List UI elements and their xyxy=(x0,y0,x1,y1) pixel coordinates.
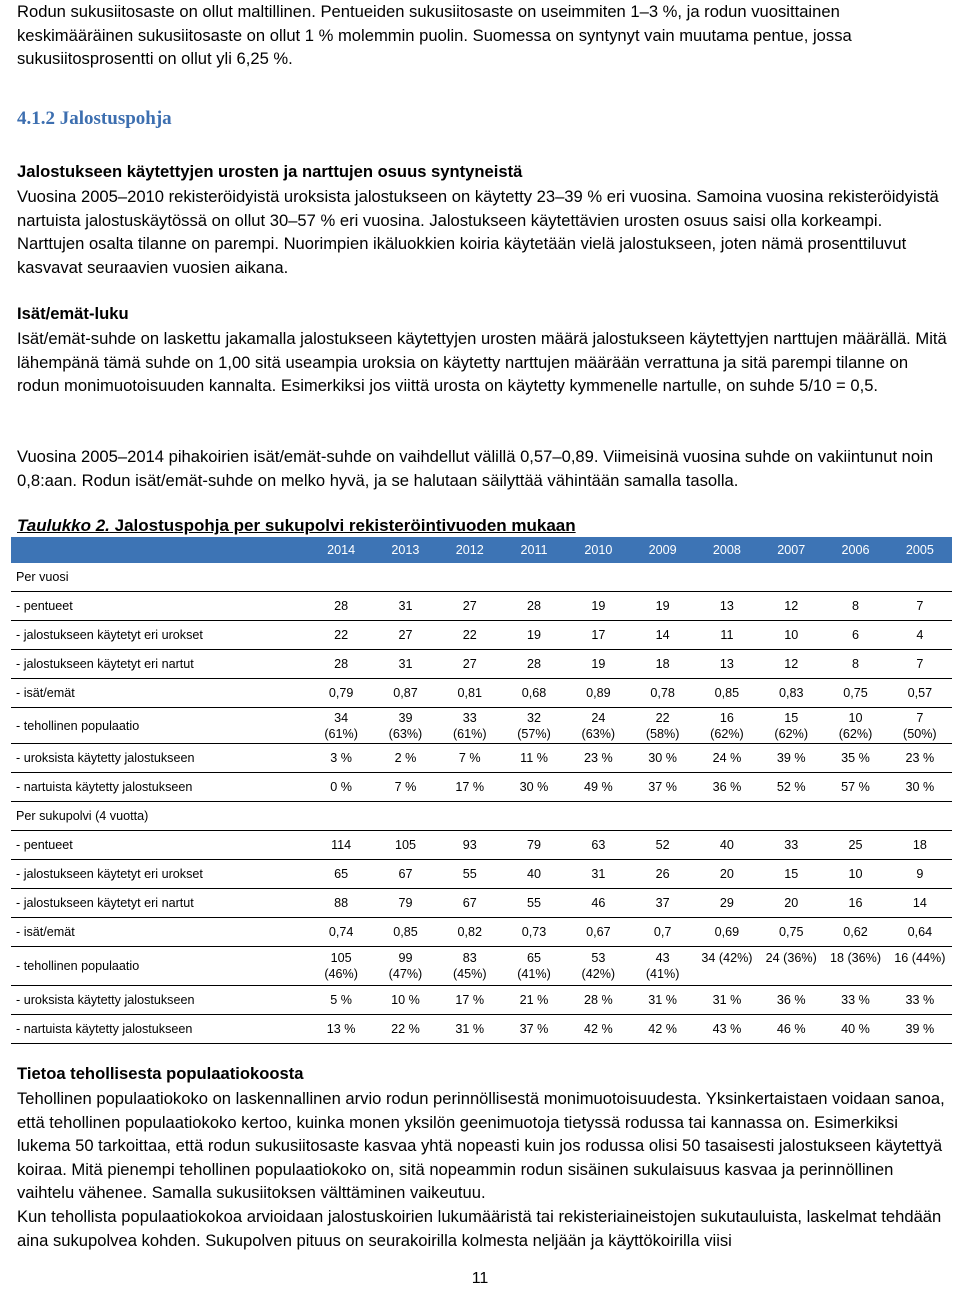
table-cell: 55 xyxy=(502,889,566,918)
table-cell xyxy=(759,802,823,831)
section-label: Per vuosi xyxy=(11,563,309,592)
table-cell xyxy=(888,563,952,592)
table-cell: 52 xyxy=(630,831,694,860)
table-cell: 20 xyxy=(695,860,759,889)
table-cell: 28 xyxy=(309,650,373,679)
table-cell: 0,79 xyxy=(309,679,373,708)
table-cell: 34 (61%) xyxy=(309,708,373,744)
table-cell: 0,85 xyxy=(373,918,437,947)
table-cell: 88 xyxy=(309,889,373,918)
table-cell: 0,82 xyxy=(438,918,502,947)
table-cell: 35 % xyxy=(823,744,887,773)
table-cell xyxy=(888,802,952,831)
row-label: - pentueet xyxy=(11,592,309,621)
table-cell xyxy=(566,802,630,831)
table-cell: 25 xyxy=(823,831,887,860)
table-cell xyxy=(373,802,437,831)
table-cell: 15 (62%) xyxy=(759,708,823,744)
table-cell: 30 % xyxy=(502,773,566,802)
table-cell: 22 (58%) xyxy=(630,708,694,744)
table-cell: 67 xyxy=(373,860,437,889)
table-cell: 0 % xyxy=(309,773,373,802)
table-cell: 34 (42%) xyxy=(695,947,759,986)
year-header: 2005 xyxy=(888,537,952,563)
table-cell: 13 % xyxy=(309,1015,373,1044)
table-cell: 23 % xyxy=(888,744,952,773)
table-cell: 40 xyxy=(502,860,566,889)
table-row xyxy=(11,744,952,773)
table-cell: 42 % xyxy=(566,1015,630,1044)
table-cell: 33 % xyxy=(888,986,952,1015)
table-cell: 14 xyxy=(630,621,694,650)
table-cell: 0,62 xyxy=(823,918,887,947)
row-label: - nartuista käytetty jalostukseen xyxy=(11,1015,309,1044)
year-header: 2012 xyxy=(438,537,502,563)
table-cell xyxy=(502,563,566,592)
table-cell: 46 xyxy=(566,889,630,918)
table-cell xyxy=(630,802,694,831)
table-cell: 0,89 xyxy=(566,679,630,708)
row-label: - tehollinen populaatio xyxy=(11,947,309,986)
row-label: - isät/emät xyxy=(11,918,309,947)
year-header: 2007 xyxy=(759,537,823,563)
table-cell: 2 % xyxy=(373,744,437,773)
section-title: 4.1.2 Jalostuspohja xyxy=(17,108,172,129)
year-header: 2010 xyxy=(566,537,630,563)
table-cell: 0,73 xyxy=(502,918,566,947)
table-cell: 33 % xyxy=(823,986,887,1015)
table-cell: 8 xyxy=(823,650,887,679)
table-cell: 14 xyxy=(888,889,952,918)
table-cell: 31 % xyxy=(695,986,759,1015)
table-header-blank xyxy=(11,537,309,563)
table-cell: 27 xyxy=(438,592,502,621)
table-cell: 6 xyxy=(823,621,887,650)
intro-paragraph: Rodun sukusiitosaste on ollut maltillinen. Pentueiden sukusiitosaste on useimmiten 1–3 %, ja rodun vuosittainen keskimääräinen sukusiitosaste on ollut 1 % molemmin puolin. Suomessa on syntynyt vain muutama pentue, jossa sukusiitosprosentti on ollut yli 6,25 %. xyxy=(17,2,852,68)
table-cell: 10 (62%) xyxy=(823,708,887,744)
table-cell: 7 (50%) xyxy=(888,708,952,744)
row-label: - tehollinen populaatio xyxy=(11,708,309,744)
table-cell: 20 xyxy=(759,889,823,918)
table-cell: 22 % xyxy=(373,1015,437,1044)
table-cell: 31 % xyxy=(438,1015,502,1044)
table-row xyxy=(11,831,952,860)
table-cell: 16 (62%) xyxy=(695,708,759,744)
table-cell: 30 % xyxy=(888,773,952,802)
table-cell: 24 (63%) xyxy=(566,708,630,744)
subsection-title-sire-dam-ratio: Isät/emät-luku xyxy=(17,304,129,323)
table-cell: 33 (61%) xyxy=(438,708,502,744)
page-number: 11 xyxy=(471,1270,489,1287)
row-label: - jalostukseen käytetyt eri urokset xyxy=(11,860,309,889)
table-section-row xyxy=(11,802,952,831)
table-cell: 37 xyxy=(630,889,694,918)
table-cell xyxy=(630,563,694,592)
table-cell: 39 % xyxy=(759,744,823,773)
table-cell: 7 % xyxy=(438,744,502,773)
table-cell: 105 xyxy=(373,831,437,860)
table-cell xyxy=(695,563,759,592)
table-cell: 18 xyxy=(888,831,952,860)
table-cell: 17 xyxy=(566,621,630,650)
table-cell: 31 xyxy=(373,592,437,621)
year-header: 2006 xyxy=(823,537,887,563)
table-cell: 23 % xyxy=(566,744,630,773)
table-cell: 57 % xyxy=(823,773,887,802)
ratio-paragraph: Isät/emät-suhde on laskettu jakamalla jalostukseen käytettyjen urosten määrä jalostukseen käytettyjen narttujen määrällä. Mitä lähempänä tämä suhde on 1,00 sitä useampia uroksia on käytetty narttujen määrään verrattuna ja sitä parempi tilanne on rodun monimuotoisuuden kannalta. Esimerkiksi jos viittä urosta on käytetty kymmenelle nartulle, on suhde 5/10 = 0,5. xyxy=(17,329,947,395)
table-cell: 4 xyxy=(888,621,952,650)
effective-population-paragraph-2: Kun tehollista populaatiokokoa arvioidaan jalostuskoirien lukumääristä tai rekisteriaineistojen sukutauluista, laskelmat tehdään aina sukupolvea kohden. Sukupolven pituus on seurakoirilla kolmesta neljään ja käyttökoirilla viisi xyxy=(17,1207,942,1250)
year-header: 2009 xyxy=(630,537,694,563)
table-cell: 9 xyxy=(888,860,952,889)
table-cell: 0,87 xyxy=(373,679,437,708)
table-cell xyxy=(823,802,887,831)
table-cell: 8 xyxy=(823,592,887,621)
table-cell: 15 xyxy=(759,860,823,889)
table-cell: 21 % xyxy=(502,986,566,1015)
table-cell: 32 (57%) xyxy=(502,708,566,744)
table-cell: 5 % xyxy=(309,986,373,1015)
table-cell: 28 xyxy=(309,592,373,621)
table-cell: 18 xyxy=(630,650,694,679)
row-label: - nartuista käytetty jalostukseen xyxy=(11,773,309,802)
table-cell: 31 % xyxy=(630,986,694,1015)
table-cell: 28 xyxy=(502,650,566,679)
table-cell: 0,67 xyxy=(566,918,630,947)
table-cell: 49 % xyxy=(566,773,630,802)
row-label: - jalostukseen käytetyt eri urokset xyxy=(11,621,309,650)
table-row xyxy=(11,918,952,947)
row-label: - pentueet xyxy=(11,831,309,860)
table-cell: 16 (44%) xyxy=(888,947,952,986)
row-label: - jalostukseen käytetyt eri nartut xyxy=(11,889,309,918)
table-cell: 114 xyxy=(309,831,373,860)
table-section-row xyxy=(11,563,952,592)
table-cell: 105 (46%) xyxy=(309,947,373,986)
ratio-paragraph-2: Vuosina 2005–2014 pihakoirien isät/emät-suhde on vaihdellut välillä 0,57–0,89. Viimeisinä vuosina suhde on vakiintunut noin 0,8:aan. Rodun isät/emät-suhde on melko hyvä, ja se halutaan säilyttää vähintään samalla tasolla. xyxy=(17,447,934,490)
year-header: 2011 xyxy=(502,537,566,563)
table-cell: 28 xyxy=(502,592,566,621)
year-header: 2013 xyxy=(373,537,437,563)
table-cell: 43 (41%) xyxy=(630,947,694,986)
table-row xyxy=(11,947,952,986)
table-cell: 0,69 xyxy=(695,918,759,947)
table-cell: 0,83 xyxy=(759,679,823,708)
table-cell: 11 % xyxy=(502,744,566,773)
table-cell: 27 xyxy=(373,621,437,650)
row-label: - isät/emät xyxy=(11,679,309,708)
year-header: 2014 xyxy=(309,537,373,563)
table-cell: 79 xyxy=(373,889,437,918)
table-cell: 11 xyxy=(695,621,759,650)
table-cell: 10 xyxy=(823,860,887,889)
table-cell: 0,7 xyxy=(630,918,694,947)
table-cell: 26 xyxy=(630,860,694,889)
table-row xyxy=(11,592,952,621)
table-cell: 43 % xyxy=(695,1015,759,1044)
year-header: 2008 xyxy=(695,537,759,563)
table-cell: 33 xyxy=(759,831,823,860)
table-row xyxy=(11,773,952,802)
table-cell: 7 xyxy=(888,592,952,621)
table-cell: 22 xyxy=(309,621,373,650)
table-cell: 10 % xyxy=(373,986,437,1015)
table-cell: 39 % xyxy=(888,1015,952,1044)
table-cell: 52 % xyxy=(759,773,823,802)
table-row xyxy=(11,860,952,889)
table-row xyxy=(11,889,952,918)
table-cell: 16 xyxy=(823,889,887,918)
table-row xyxy=(11,986,952,1015)
table-row xyxy=(11,650,952,679)
table-cell xyxy=(759,563,823,592)
table-cell: 36 % xyxy=(759,986,823,1015)
table-cell: 31 xyxy=(566,860,630,889)
table-cell xyxy=(309,563,373,592)
table-cell: 28 % xyxy=(566,986,630,1015)
table-cell: 40 xyxy=(695,831,759,860)
table-cell: 0,75 xyxy=(823,679,887,708)
table-cell: 42 % xyxy=(630,1015,694,1044)
table-cell: 0,57 xyxy=(888,679,952,708)
table-cell: 39 (63%) xyxy=(373,708,437,744)
table-cell: 0,81 xyxy=(438,679,502,708)
table-cell: 19 xyxy=(630,592,694,621)
subsection-title-usage: Jalostukseen käytettyjen urosten ja narttujen osuus syntyneistä xyxy=(17,162,523,181)
table-row xyxy=(11,621,952,650)
table-row xyxy=(11,708,952,744)
table-cell: 37 % xyxy=(630,773,694,802)
table-cell: 12 xyxy=(759,592,823,621)
usage-paragraph: Vuosina 2005–2010 rekisteröidyistä uroksista jalostukseen on käytetty 23–39 % eri vuosina. Samoina vuosina rekisteröidyistä nartuista jalostuskäytössä on ollut 30–57 % eri vuosina. Jalostukseen käytettävien urosten osuus saisi olla korkeampi. Narttujen osalta tilanne on parempi. Nuorimpien ikäluokkien koiria käytetään vielä jalostukseen, joten nämä prosenttiluvut kasvavat seuraavien vuosien aikana. xyxy=(17,187,939,277)
table-cell: 83 (45%) xyxy=(438,947,502,986)
table-cell xyxy=(823,563,887,592)
table-cell: 0,75 xyxy=(759,918,823,947)
table-row xyxy=(11,1015,952,1044)
table-cell: 19 xyxy=(566,650,630,679)
table-cell: 93 xyxy=(438,831,502,860)
table-cell: 0,68 xyxy=(502,679,566,708)
table-cell: 65 (41%) xyxy=(502,947,566,986)
table-row xyxy=(11,679,952,708)
table-cell: 37 % xyxy=(502,1015,566,1044)
table-cell: 30 % xyxy=(630,744,694,773)
table-cell: 24 % xyxy=(695,744,759,773)
table-cell: 0,85 xyxy=(695,679,759,708)
table-cell: 0,74 xyxy=(309,918,373,947)
table-cell: 12 xyxy=(759,650,823,679)
table-cell: 19 xyxy=(566,592,630,621)
table-cell: 0,78 xyxy=(630,679,694,708)
effective-population-paragraph: Tehollinen populaatiokoko on laskennallinen arvio rodun perinnöllisestä monimuotoisuudesta. Yksinkertaistaen voidaan sanoa, että tehollinen populaatiokoko kertoo, kuinka monen yksilön geenimuotoja tietyssä rodussa tai kannassa on. Esimerkiksi lukema 50 tarkoittaa, että rodun sukusiitosaste kasvaa yhtä nopeasti kuin jos rodussa olisi 50 tasaisesti jalostukseen käytettyä koiraa. Mitä pienempi tehollinen populaatiokoko on, sitä nopeammin rodun sisäinen sukulaisuus kasvaa ja perinnöllinen vaihtelu vähenee. Samalla sukusiitoksen välttäminen vaikeutuu. xyxy=(17,1089,945,1202)
table-cell xyxy=(309,802,373,831)
table-cell: 0,64 xyxy=(888,918,952,947)
table-cell xyxy=(695,802,759,831)
table-cell: 10 xyxy=(759,621,823,650)
table-cell: 55 xyxy=(438,860,502,889)
table-cell: 31 xyxy=(373,650,437,679)
table-cell: 27 xyxy=(438,650,502,679)
row-label: - jalostukseen käytetyt eri nartut xyxy=(11,650,309,679)
table-cell: 17 % xyxy=(438,773,502,802)
table-cell: 7 % xyxy=(373,773,437,802)
table-cell: 3 % xyxy=(309,744,373,773)
table-cell: 40 % xyxy=(823,1015,887,1044)
table-cell: 36 % xyxy=(695,773,759,802)
table-header-row xyxy=(11,537,952,563)
table-cell: 13 xyxy=(695,592,759,621)
table-cell: 79 xyxy=(502,831,566,860)
table-cell: 63 xyxy=(566,831,630,860)
table-caption: Taulukko 2. Jalostuspohja per sukupolvi rekisteröintivuoden mukaan xyxy=(17,516,576,535)
table-cell xyxy=(438,802,502,831)
table-cell: 19 xyxy=(502,621,566,650)
row-label: - uroksista käytetty jalostukseen xyxy=(11,744,309,773)
table-cell: 24 (36%) xyxy=(759,947,823,986)
table-cell: 17 % xyxy=(438,986,502,1015)
table-cell: 7 xyxy=(888,650,952,679)
table-cell xyxy=(502,802,566,831)
table-cell: 46 % xyxy=(759,1015,823,1044)
table-cell: 13 xyxy=(695,650,759,679)
table-cell xyxy=(438,563,502,592)
table-cell: 29 xyxy=(695,889,759,918)
table-cell: 99 (47%) xyxy=(373,947,437,986)
table-cell: 65 xyxy=(309,860,373,889)
table-cell: 53 (42%) xyxy=(566,947,630,986)
subsection-title-effective-population: Tietoa tehollisesta populaatiokoosta xyxy=(17,1064,304,1083)
table-cell: 67 xyxy=(438,889,502,918)
table-cell: 22 xyxy=(438,621,502,650)
section-label: Per sukupolvi (4 vuotta) xyxy=(11,802,309,831)
table-cell: 18 (36%) xyxy=(823,947,887,986)
table-cell xyxy=(373,563,437,592)
table-cell xyxy=(566,563,630,592)
row-label: - uroksista käytetty jalostukseen xyxy=(11,986,309,1015)
breeding-base-table xyxy=(11,537,952,1044)
